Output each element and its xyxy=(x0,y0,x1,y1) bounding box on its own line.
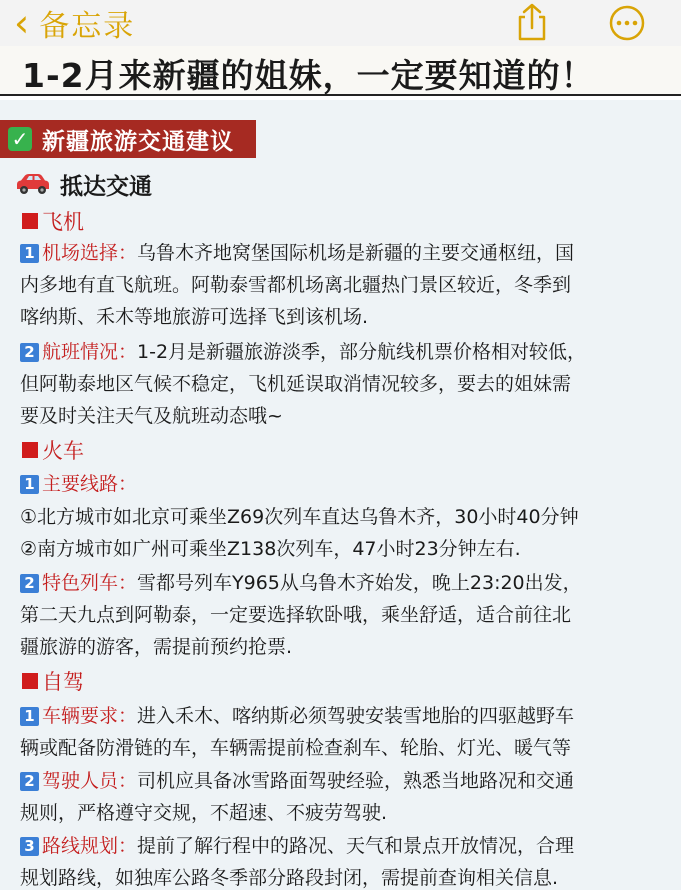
note-title-bar xyxy=(0,46,681,96)
item-label: 路线规划： xyxy=(42,835,138,857)
list-item-text: 要及时关注天气及航班动态哦~ xyxy=(20,405,283,427)
list-item-text: ②南方城市如广州可乘坐Z138次列车，47小时23分钟左右. xyxy=(20,538,521,560)
category-label: 火车 xyxy=(42,439,84,463)
back-button[interactable] xyxy=(14,1,136,45)
number-1-icon: 1 xyxy=(20,707,39,726)
number-3-icon: 3 xyxy=(20,837,39,856)
list-item: 2 特色列车：雪都号列车Y965从乌鲁木齐始发，晚上23:20出发， xyxy=(20,567,582,599)
list-item: 2 航班情况：1-2月是新疆旅游淡季，部分航线机票价格相对较低， xyxy=(20,336,586,368)
subsection-heading xyxy=(14,168,152,200)
category-drive xyxy=(22,666,84,696)
list-item-text: 规划路线，如独库公路冬季部分路段封闭，需提前查询相关信息. xyxy=(20,867,559,889)
category-label: 飞机 xyxy=(42,210,84,234)
list-item-text: 规则，严格遵守交规，不超速、不疲劳驾驶. xyxy=(20,802,388,824)
red-square-icon xyxy=(22,442,38,458)
more-icon[interactable] xyxy=(608,4,646,42)
list-item-text: 喀纳斯、禾木等地旅游可选择飞到该机场. xyxy=(20,306,369,328)
red-square-icon xyxy=(22,213,38,229)
chevron-left-icon: ‹ xyxy=(14,1,30,45)
list-item xyxy=(20,468,137,500)
note-body[interactable] xyxy=(0,100,681,890)
subsection-title: 抵达交通 xyxy=(60,173,152,200)
category-label: 自驾 xyxy=(42,670,84,694)
list-item: 2 驾驶人员：司机应具备冰雪路面驾驶经验，熟悉当地路况和交通 xyxy=(20,765,574,797)
item-label: 主要线路： xyxy=(42,473,138,495)
list-item-text: 辆或配备防滑链的车，车辆需提前检查刹车、轮胎、灯光、暖气等 xyxy=(20,737,572,759)
category-train xyxy=(22,435,84,465)
item-label: 特色列车： xyxy=(42,572,138,594)
number-2-icon: 2 xyxy=(20,574,39,593)
list-item-text: ①北方城市如北京可乘坐Z69次列车直达乌鲁木齐，30小时40分钟 xyxy=(20,506,579,528)
share-icon[interactable] xyxy=(513,2,551,42)
list-item-text: 内多地有直飞航班。阿勒泰雪都机场离北疆热门景区较近，冬季到 xyxy=(20,274,572,296)
item-label: 机场选择： xyxy=(42,242,138,264)
list-item: 1 机场选择：乌鲁木齐地窝堡国际机场是新疆的主要交通枢纽，国 xyxy=(20,237,574,269)
section-title: 新疆旅游交通建议 xyxy=(42,128,234,155)
item-label: 车辆要求： xyxy=(42,705,138,727)
list-item-text: 第二天九点到阿勒泰，一定要选择软卧哦，乘坐舒适，适合前往北 xyxy=(20,604,572,626)
number-1-icon: 1 xyxy=(20,244,39,263)
nav-bar xyxy=(0,0,681,46)
item-label: 航班情况： xyxy=(42,341,138,363)
red-square-icon xyxy=(22,673,38,689)
category-plane xyxy=(22,206,84,236)
number-1-icon: 1 xyxy=(20,475,39,494)
back-label: 备忘录 xyxy=(39,9,136,44)
list-item-text: 但阿勒泰地区气候不稳定，飞机延误取消情况较多，要去的姐妹需 xyxy=(20,373,572,395)
car-icon xyxy=(14,172,52,196)
number-2-icon: 2 xyxy=(20,772,39,791)
item-label: 驾驶人员： xyxy=(42,770,138,792)
note-title[interactable]: 1-2月来新疆的姐妹，一定要知道的！ xyxy=(22,56,595,95)
check-icon: ✓ xyxy=(8,127,32,151)
number-2-icon: 2 xyxy=(20,343,39,362)
list-item: 1 车辆要求：进入禾木、喀纳斯必须驾驶安装雪地胎的四驱越野车 xyxy=(20,700,574,732)
section-banner xyxy=(0,120,256,158)
list-item-text: 疆旅游的游客，需提前预约抢票. xyxy=(20,636,293,658)
list-item: 3 路线规划：提前了解行程中的路况、天气和景点开放情况，合理 xyxy=(20,830,574,862)
